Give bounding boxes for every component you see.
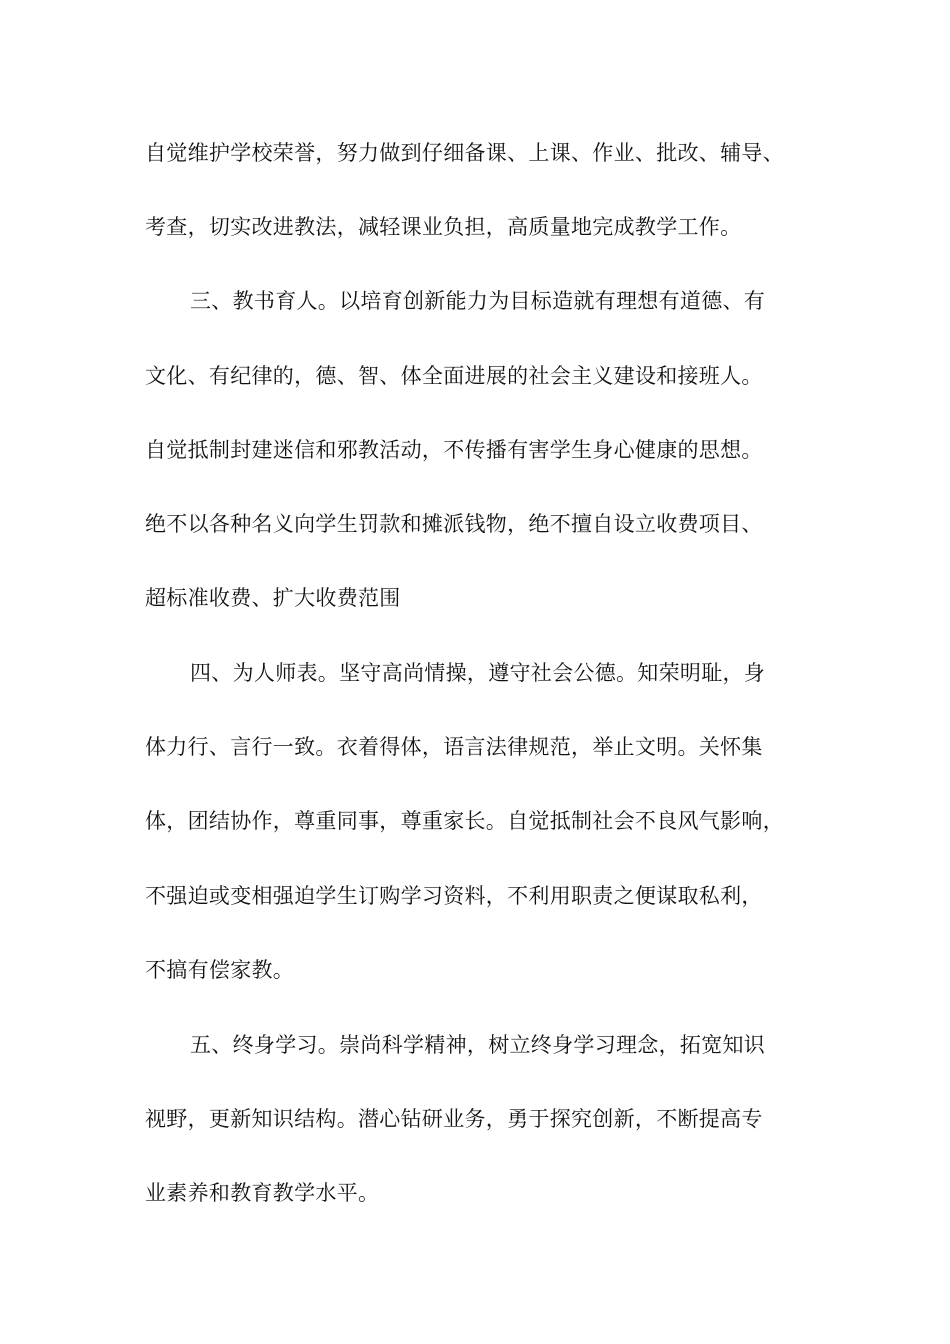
text-line: 绝不以各种名义向学生罚款和摊派钱物，绝不擅自设立收费项目、 <box>145 512 763 536</box>
text-line: 不搞有偿家教。 <box>145 958 295 982</box>
paragraph-start-line: 四、为人师表。坚守高尚情操，遵守社会公德。知荣明耻，身 <box>190 661 766 685</box>
text-line: 体力行、言行一致。衣着得体，语言法律规范，举止文明。关怀集 <box>145 735 763 759</box>
text-line: 文化、有纪律的，德、智、体全面进展的社会主义建设和接班人。 <box>145 364 763 388</box>
text-line: 业素养和教育教学水平。 <box>145 1181 380 1205</box>
text-line: 体，团结协作，尊重同事，尊重家长。自觉抵制社会不良风气影响， <box>145 809 784 833</box>
paragraph-start-line: 五、终身学习。崇尚科学精神，树立终身学习理念，拓宽知识 <box>190 1033 766 1057</box>
text-line: 超标准收费、扩大收费范围 <box>145 586 401 610</box>
text-line: 考查，切实改进教法，减轻课业负担，高质量地完成教学工作。 <box>145 215 742 239</box>
paragraph-start-line: 三、教书育人。以培育创新能力为目标造就有理想有道德、有 <box>190 289 766 313</box>
text-line: 不强迫或变相强迫学生订购学习资料，不利用职责之便谋取私利， <box>145 884 763 908</box>
text-line: 自觉维护学校荣誉，努力做到仔细备课、上课、作业、批改、辅导、 <box>145 141 784 165</box>
text-line: 自觉抵制封建迷信和邪教活动，不传播有害学生身心健康的思想。 <box>145 438 763 462</box>
text-line: 视野，更新知识结构。潜心钻研业务，勇于探究创新，不断提高专 <box>145 1107 763 1131</box>
